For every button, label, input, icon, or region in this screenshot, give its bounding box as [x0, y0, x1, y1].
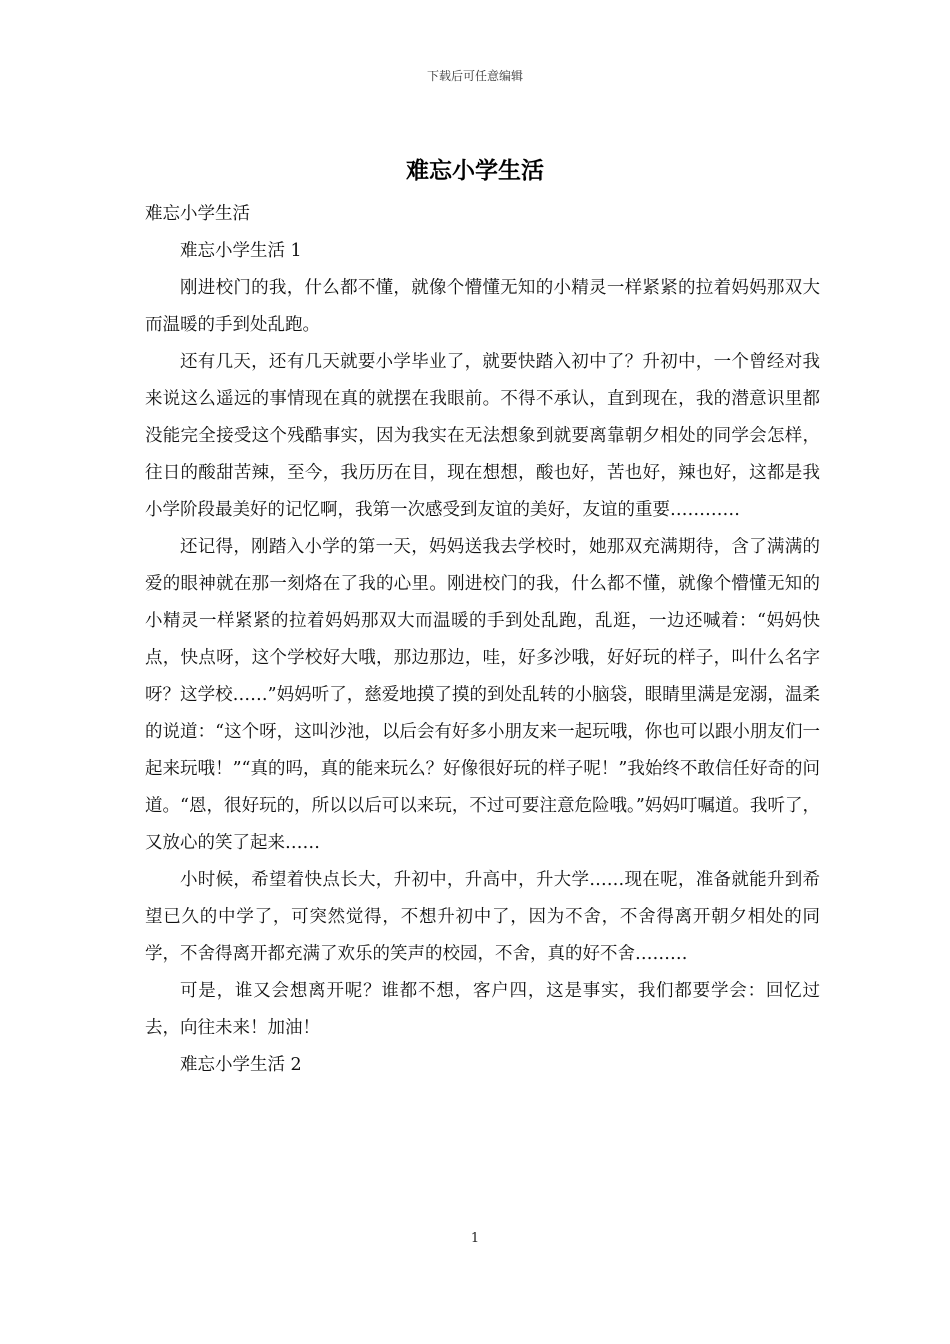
- section-heading-1: 难忘小学生活 1: [180, 241, 302, 261]
- document-title: 难忘小学生活: [406, 157, 544, 184]
- section-heading-2: 难忘小学生活 2: [180, 1055, 302, 1075]
- body-paragraph: 可是，谁又会想离开呢？谁都不想，客户四，这是事实，我们都要学会：回忆过去，向往未来！加油！: [145, 981, 820, 1038]
- body-paragraph: 还有几天，还有几天就要小学毕业了，就要快踏入初中了？升初中，一个曾经对我来说这么遥远的事情现在真的就摆在我眼前。不得不承认，直到现在，我的潜意识里都没能完全接受这个残酷事实，因为我实在无法想象到就要离靠朝夕相处的同学会怎样，往日的酸甜苦辣，至今，我历历在目，现在想想，酸也好，苦也好，辣也好，这都是我小学阶段最美好的记忆啊，我第一次感受到友谊的美好，友谊的重要…………: [145, 352, 820, 520]
- document-body: [145, 196, 820, 1084]
- page-header-note: 下载后可任意编辑: [426, 69, 523, 83]
- body-paragraph: 难忘小学生活: [145, 204, 250, 224]
- body-paragraph: 小时候，希望着快点长大，升初中，升高中，升大学……现在呢，准备就能升到希望已久的中学了，可突然觉得，不想升初中了，因为不舍，不舍得离开朝夕相处的同学，不舍得离开都充满了欢乐的笑声的校园，不舍，真的好不舍………: [145, 870, 820, 964]
- body-paragraph: 刚进校门的我，什么都不懂，就像个懵懂无知的小精灵一样紧紧的拉着妈妈那双大而温暖的手到处乱跑。: [145, 278, 820, 335]
- page-number: 1: [470, 1231, 480, 1246]
- body-paragraph: 还记得，刚踏入小学的第一天，妈妈送我去学校时，她那双充满期待，含了满满的爱的眼神就在那一刻烙在了我的心里。刚进校门的我，什么都不懂，就像个懵懂无知的小精灵一样紧紧的拉着妈妈那双大而温暖的手到处乱跑，乱逛，一边还喊着：“妈妈快点，快点呀，这个学校好大哦，那边那边，哇，好多沙哦，好好玩的样子，叫什么名字呀？这学校……”妈妈听了，慈爱地摸了摸的到处乱转的小脑袋，眼睛里满是宠溺，温柔的说道：“这个呀，这叫沙池，以后会有好多小朋友来一起玩哦，你也可以跟小朋友们一起来玩哦！”“真的吗，真的能来玩么？好像很好玩的样子呢！”我始终不敢信任好奇的问道。“恩，很好玩的，所以以后可以来玩，不过可要注意危险哦。”妈妈叮嘱道。我听了，又放心的笑了起来……: [145, 537, 820, 853]
